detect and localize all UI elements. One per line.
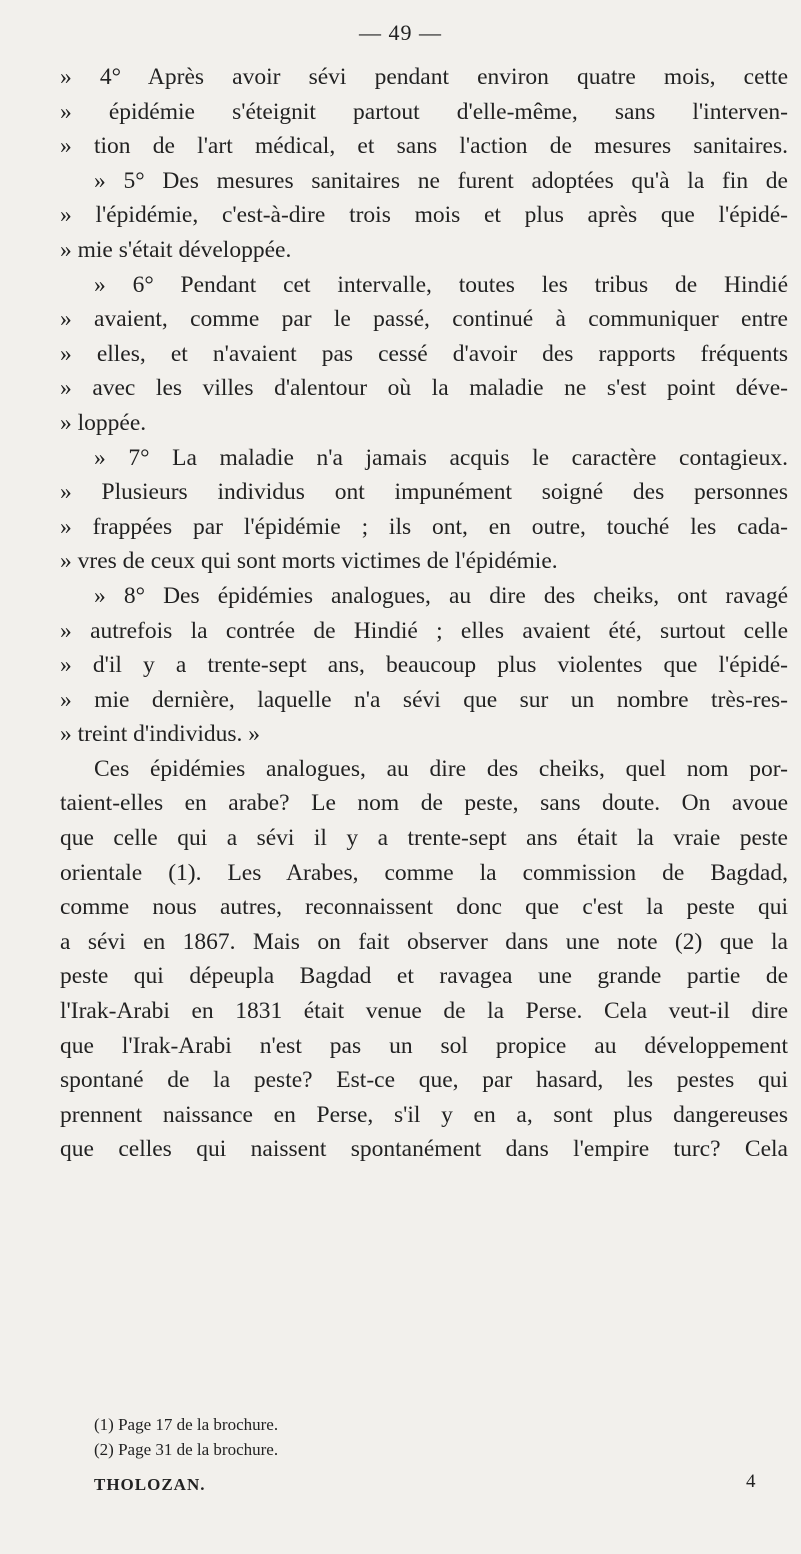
text-line: » d'il y a trente-sept ans, beaucoup plus violentes que l'épidé- bbox=[60, 652, 788, 679]
text-line: spontané de la peste? Est-ce que, par hasard, les pestes qui bbox=[60, 1067, 788, 1094]
text-line: » elles, et n'avaient pas cessé d'avoir des rapports fréquents bbox=[60, 340, 788, 367]
text-line: » mie s'était développée. bbox=[60, 236, 292, 263]
text-line: » loppée. bbox=[60, 409, 147, 436]
text-line: a sévi en 1867. Mais on fait observer dans une note (2) que la bbox=[60, 928, 788, 955]
text-line: orientale (1). Les Arabes, comme la commission de Bagdad, bbox=[60, 859, 788, 886]
text-line: prennent naissance en Perse, s'il y en a, sont plus dangereuses bbox=[60, 1101, 788, 1128]
text-line: que l'Irak-Arabi n'est pas un sol propice au développement bbox=[60, 1032, 788, 1059]
text-line: » Plusieurs individus ont impunément soigné des personnes bbox=[60, 479, 788, 506]
text-line: que celle qui a sévi il y a trente-sept ans était la vraie peste bbox=[60, 825, 788, 852]
text-line: peste qui dépeupla Bagdad et ravagea une grande partie de bbox=[60, 963, 788, 990]
signature-mark: THOLOZAN. bbox=[94, 1475, 206, 1494]
text-line: taient-elles en arabe? Le nom de peste, sans doute. On avoue bbox=[60, 790, 788, 817]
footnotes bbox=[94, 1412, 694, 1462]
text-line: » l'épidémie, c'est-à-dire trois mois et plus après que l'épidé- bbox=[60, 202, 788, 229]
footnote: (1) Page 17 de la brochure. bbox=[94, 1415, 279, 1434]
text-line: » 7° La maladie n'a jamais acquis le caractère contagieux. bbox=[94, 444, 788, 471]
text-line: » 4° Après avoir sévi pendant environ quatre mois, cette bbox=[60, 64, 788, 90]
body-text bbox=[60, 60, 788, 1167]
text-line: » 5° Des mesures sanitaires ne furent adoptées qu'à la fin de bbox=[94, 167, 788, 194]
text-line: l'Irak-Arabi en 1831 était venue de la Perse. Cela veut-il dire bbox=[60, 998, 788, 1025]
text-line: » vres de ceux qui sont morts victimes de l'épidémie. bbox=[60, 548, 558, 575]
text-line: » autrefois la contrée de Hindié ; elles avaient été, surtout celle bbox=[60, 617, 788, 644]
text-line: » 6° Pendant cet intervalle, toutes les tribus de Hindié bbox=[94, 271, 788, 298]
text-line: » avaient, comme par le passé, continué à communiquer entre bbox=[60, 306, 788, 333]
signature-number: 4 bbox=[746, 1471, 756, 1492]
page-number: — 49 — bbox=[359, 20, 442, 45]
text-line: » avec les villes d'alentour où la maladie ne s'est point déve- bbox=[60, 375, 788, 402]
footnote: (2) Page 31 de la brochure. bbox=[94, 1440, 279, 1459]
text-line: » 8° Des épidémies analogues, au dire des cheiks, ont ravagé bbox=[94, 582, 788, 609]
text-line: » mie dernière, laquelle n'a sévi que sur un nombre très-res- bbox=[60, 686, 788, 713]
text-line: comme nous autres, reconnaissent donc que c'est la peste qui bbox=[60, 894, 788, 921]
text-line: » tion de l'art médical, et sans l'action de mesures sanitaires. bbox=[60, 133, 788, 160]
text-line: » épidémie s'éteignit partout d'elle-même, sans l'interven- bbox=[60, 98, 788, 125]
text-line: » frappées par l'épidémie ; ils ont, en outre, touché les cada- bbox=[60, 513, 788, 540]
text-line: Ces épidémies analogues, au dire des cheiks, quel nom por- bbox=[94, 755, 788, 782]
text-line: que celles qui naissent spontanément dans l'empire turc? Cela bbox=[60, 1136, 788, 1163]
text-line: » treint d'individus. » bbox=[60, 721, 261, 748]
